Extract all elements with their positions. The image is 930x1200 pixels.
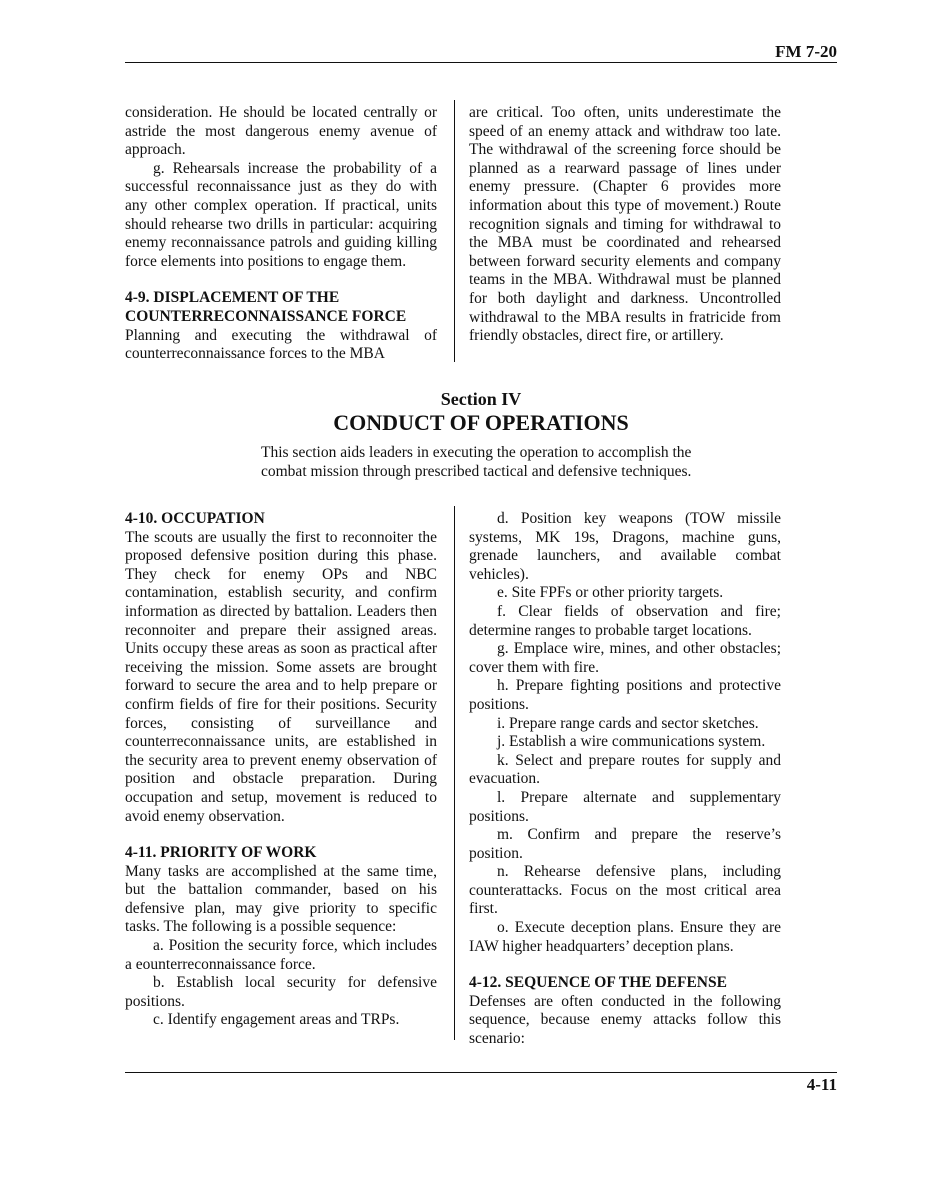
paragraph: consideration. He should be located centrally or astride the most dangerous enemy avenue of approach. [125,104,437,159]
section-label: Section IV [440,389,522,409]
list-item: l. Prepare alternate and supplementary positions. [469,788,781,825]
paragraph: g. Rehearsals increase the probability of a successful reconnaissance just as they do with any other complex operation. If practical, units should rehearse two drills in particular: acquiring enemy reconnaissance patrols and guiding killing force elements into positions to engage them. [125,159,437,270]
column-divider [454,100,455,362]
heading-4-11: 4-11. PRIORITY OF WORK [125,844,317,862]
lower-right-column [469,510,781,1049]
list-item: i. Prepare range cards and sector sketches. [497,714,759,732]
section-header [125,388,837,481]
list-item: d. Position key weapons (TOW missile systems, MK 19s, Dragons, machine guns, grenade launchers, and available combat vehicles). [469,510,781,583]
list-item: k. Select and prepare routes for supply and evacuation. [469,751,781,788]
list-item: j. Establish a wire communications system. [497,733,766,751]
upper-right-column [469,104,781,346]
column-divider [454,506,455,1040]
page-number: 4-11 [806,1075,837,1094]
paragraph: Defenses are often conducted in the following sequence, because enemy attacks follow this scenario: [469,992,781,1048]
heading-4-9: 4-9. DISPLACEMENT OF THE COUNTERRECONNAISSANCE FORCE [125,289,407,325]
section-title: CONDUCT OF OPERATIONS [333,410,629,435]
list-item: m. Confirm and prepare the reserve’s position. [469,826,781,862]
list-item: o. Execute deception plans. Ensure they are IAW higher headquarters’ deception plans. [469,919,781,955]
manual-code: FM 7-20 [775,42,837,61]
list-item: h. Prepare fighting positions and protective positions. [469,677,781,713]
lower-left-column [125,510,437,1030]
list-item: a. Position the security force, which includes a eounterreconnaissance force. [125,937,437,973]
list-item: b. Establish local security for defensive positions. [125,974,437,1010]
top-rule [125,62,837,63]
section-intro: This section aids leaders in executing the operation to accomplish the combat mission through prescribed tactical and defensive techniques. [261,444,692,480]
list-item: f. Clear fields of observation and fire; determine ranges to probable target locations. [469,602,781,639]
list-item: g. Emplace wire, mines, and other obstacles; cover them with fire. [469,640,781,676]
paragraph: The scouts are usually the first to reconnoiter the proposed defensive position during this phase. They check for enemy OPs and NBC contamination, establish security, and confirm information as directed by battalion. Leaders then reconnoiter and prepare their assigned areas. Units occupy these areas as soon as practical after receiving the mission. Some assets are brought forward to secure the area and to help prepare or confirm fields of fire for their positions. Security forces, consisting of surveillance and counterreconnaissance units, are established in the security area to prevent enemy observation of position and obstacle preparation. During occupation and setup, movement is reduced to avoid enemy observation. [125,528,437,825]
bottom-rule [125,1072,837,1073]
list-item: c. Identify engagement areas and TRPs. [153,1011,400,1029]
list-item: n. Rehearse defensive plans, including counterattacks. Focus on the most critical area first. [469,863,781,918]
upper-left-column [125,104,437,364]
heading-4-12: 4-12. SEQUENCE OF THE DEFENSE [469,974,727,992]
paragraph: are critical. Too often, units underestimate the speed of an enemy attack and withdraw too late. The withdrawal of the screening force should be planned as a rearward passage of lines under enemy pressure. (Chapter 6 provides more information about this type of movement.) Route recognition signals and timing for withdrawal to the MBA must be coordinated and rehearsed between forward security elements and company teams in the MBA. Withdrawal must be planned for both daylight and darkness. Uncontrolled withdrawal to the MBA results in fratricide from friendly obstacles, direct fire, or artillery. [469,104,781,345]
paragraph: Planning and executing the withdrawal of counterreconnaissance forces to the MBA [125,326,437,363]
paragraph: Many tasks are accomplished at the same time, but the battalion commander, based on his defensive plan, may give priority to specific tasks. The following is a possible sequence: [125,862,437,936]
heading-4-10: 4-10. OCCUPATION [125,510,265,527]
list-item: e. Site FPFs or other priority targets. [497,584,724,602]
